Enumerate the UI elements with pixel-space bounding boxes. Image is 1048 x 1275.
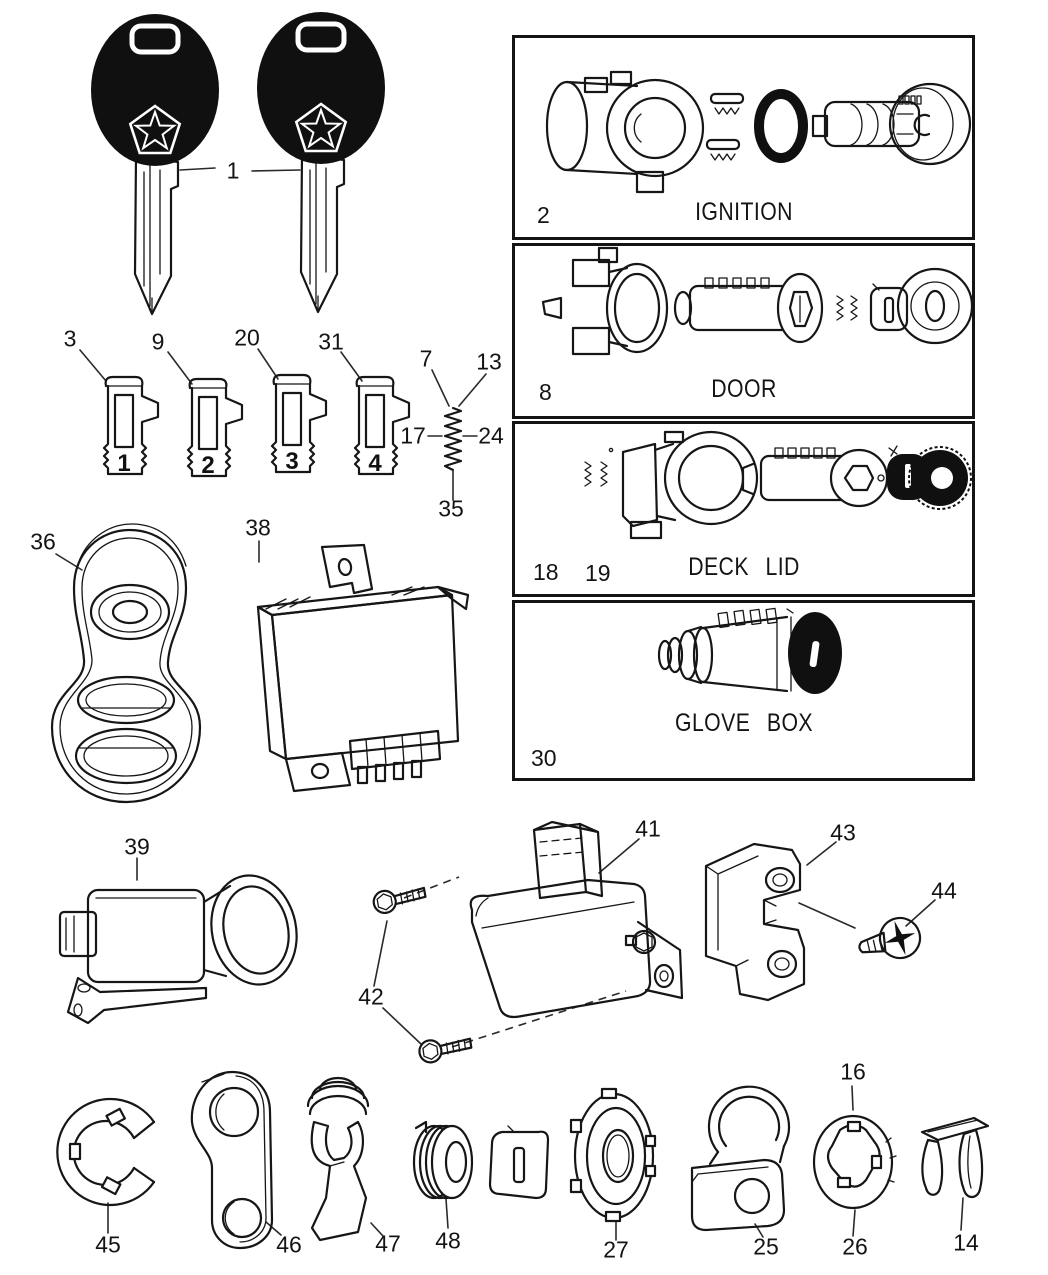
callout-spring-13-label: 13 [476, 348, 502, 375]
section-deck-lid-number-2: 19 [585, 560, 611, 586]
section-ignition-number: 2 [537, 202, 550, 228]
callout-bracket-label: 43 [830, 819, 856, 846]
immobilizer-antenna [60, 867, 307, 1023]
callout-lever-label: 46 [276, 1231, 302, 1258]
key-blank-left [91, 14, 219, 314]
callout-interlock-label: 41 [635, 815, 661, 842]
callout-tumbler-3-label: 20 [234, 324, 260, 351]
section-door-title: DOOR [710, 375, 777, 403]
callout-module-label: 38 [245, 514, 271, 541]
tumbler-2-digit: 2 [201, 452, 215, 479]
tumbler-3 [272, 375, 326, 475]
callout-bezel-label: 27 [603, 1236, 629, 1263]
cylinder-retainer [814, 1116, 896, 1208]
section-door [512, 243, 975, 419]
lock-lever [192, 1072, 272, 1248]
callout-tumbler-4-label: 31 [318, 328, 344, 355]
callout-tumbler-1-label: 3 [63, 325, 77, 352]
callout-antenna-label: 39 [124, 833, 150, 860]
callout-keys-label: 1 [226, 157, 240, 184]
bracket-screw [854, 913, 925, 970]
callout-transmitter-label: 36 [30, 528, 56, 555]
callout-screw-label: 44 [931, 877, 957, 904]
section-ignition [512, 35, 975, 240]
small-shutter-cap [490, 1126, 548, 1198]
mounting-bracket [706, 844, 804, 1000]
receiver-module [258, 545, 468, 791]
callout-shutter-label: 25 [753, 1233, 779, 1260]
key-blank-right [257, 12, 385, 312]
tumbler-2 [188, 379, 242, 479]
section-deck-lid-number: 18 [533, 559, 559, 585]
section-glove-box [512, 600, 975, 781]
section-glove-box-number: 30 [531, 745, 557, 771]
callout-spring-35-label: 35 [438, 495, 464, 522]
tumbler-1-digit: 1 [117, 450, 131, 477]
tumbler-1 [104, 377, 158, 477]
callout-spring-7-label: 7 [419, 345, 433, 372]
callout-bolts-label: 42 [358, 983, 384, 1010]
lock-coil-spring [414, 1122, 472, 1198]
section-door-number: 8 [539, 379, 552, 405]
interlock-housing [471, 822, 682, 1017]
u-clip [922, 1118, 988, 1197]
callout-spring-24-label: 24 [478, 422, 504, 449]
dust-shutter [692, 1087, 789, 1230]
bezel-ring [571, 1089, 655, 1221]
lock-cam-clip [308, 1078, 368, 1240]
callout-u-clip-label: 14 [953, 1229, 979, 1256]
tumbler-spring [445, 408, 461, 500]
callout-retainer-26-label: 26 [842, 1233, 868, 1260]
interlock-bolt-upper [372, 884, 427, 915]
section-deck-lid [512, 421, 975, 597]
tumbler-3-digit: 3 [285, 448, 299, 475]
glove-box-lock-drawing [515, 603, 972, 778]
callout-e-clip-label: 45 [95, 1231, 121, 1258]
section-deck-lid-title: DECK LID [687, 553, 800, 581]
callout-spring-17-label: 17 [400, 422, 426, 449]
section-glove-box-title: GLOVE BOX [674, 709, 813, 737]
section-ignition-title: IGNITION [694, 198, 793, 226]
callout-tumbler-2-label: 9 [151, 328, 165, 355]
callout-coil-spring-label: 48 [435, 1227, 461, 1254]
interlock-bolt-lower [418, 1035, 473, 1064]
callout-cam-clip-label: 47 [375, 1230, 401, 1257]
tumbler-4-digit: 4 [368, 450, 382, 477]
e-clip [57, 1099, 154, 1205]
callout-retainer-16-label: 16 [840, 1058, 866, 1085]
